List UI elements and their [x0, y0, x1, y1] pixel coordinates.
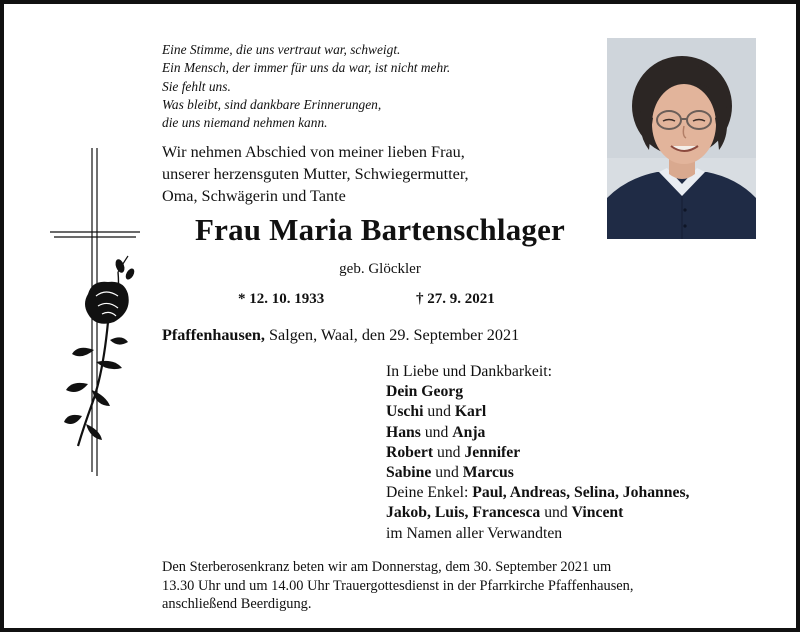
mourner-list [386, 382, 786, 544]
mourner-name: Paul, Andreas, Selina, Johannes, [472, 484, 690, 502]
service-line: Den Sterberosenkranz beten wir am Donnerstag, dem 30. September 2021 um [162, 559, 612, 575]
poem-line: Sie fehlt uns. [162, 78, 231, 94]
mourner-name: Uschi [386, 403, 424, 421]
service-line: 13.30 Uhr und um 14.00 Uhr Trauergottesdienst in der Pfarrkirche Pfaffenhausen, [162, 577, 634, 594]
cross-with-rose-icon [48, 144, 148, 480]
mourner-name: Marcus [462, 464, 514, 482]
intro-line: Oma, Schwägerin und Tante [162, 187, 346, 205]
mourner-text: und [431, 464, 463, 482]
place-and-date [162, 326, 519, 345]
farewell-intro [162, 141, 602, 207]
mourner-text: im Namen aller Verwandten [386, 524, 563, 542]
death-date: † 27. 9. 2021 [416, 291, 495, 307]
mourner-text: und [540, 504, 572, 522]
mourner-name: Karl [454, 403, 487, 421]
mourner-text: und [420, 423, 453, 441]
mourner-name: Robert [386, 443, 434, 461]
mourners-block [386, 362, 786, 544]
place-rest: Salgen, Waal, den 29. September 2021 [264, 326, 520, 344]
mourner-name: Jennifer [464, 443, 521, 461]
mourner-name: Jakob, Luis, Francesca [386, 504, 541, 522]
mourner-text: und [433, 443, 465, 461]
mourner-text: Deine Enkel: [386, 484, 473, 502]
mourner-line [386, 524, 786, 544]
mourner-line [386, 483, 786, 503]
intro-line: unserer herzensguten Mutter, Schwiegermutter, [162, 165, 469, 183]
mourner-name: Hans [386, 423, 421, 441]
poem-line: Was bleibt, sind dankbare Erinnerungen, [162, 96, 382, 112]
place-town: Pfaffenhausen, [162, 326, 265, 344]
mourner-line [386, 443, 786, 463]
poem-line: die uns niemand nehmen kann. [162, 115, 328, 131]
service-info [162, 558, 762, 614]
mourner-text: und [423, 403, 455, 421]
birth-date: * 12. 10. 1933 [238, 291, 325, 307]
poem-line: Eine Stimme, die uns vertraut war, schweigt. [162, 42, 401, 57]
intro-line: Wir nehmen Abschied von meiner lieben Frau, [162, 143, 465, 161]
mourner-line [386, 503, 786, 523]
deceased-name: Frau Maria Bartenschlager [194, 212, 566, 247]
mourner-name: Vincent [571, 504, 624, 522]
mourners-heading: In Liebe und Dankbarkeit: [386, 363, 552, 380]
mourner-name: Dein Georg [386, 383, 464, 401]
poem [162, 41, 592, 132]
mourner-line [386, 463, 786, 483]
poem-line: Ein Mensch, der immer für uns da war, ist nicht mehr. [162, 60, 451, 76]
portrait-photo [607, 38, 756, 239]
mourner-name: Sabine [386, 464, 432, 482]
mourner-line [386, 382, 786, 402]
mourner-name: Anja [452, 423, 486, 441]
service-line: anschließend Beerdigung. [162, 596, 312, 612]
mourner-line [386, 423, 786, 443]
maiden-name: geb. Glöckler [339, 261, 421, 277]
mourner-line [386, 402, 786, 422]
